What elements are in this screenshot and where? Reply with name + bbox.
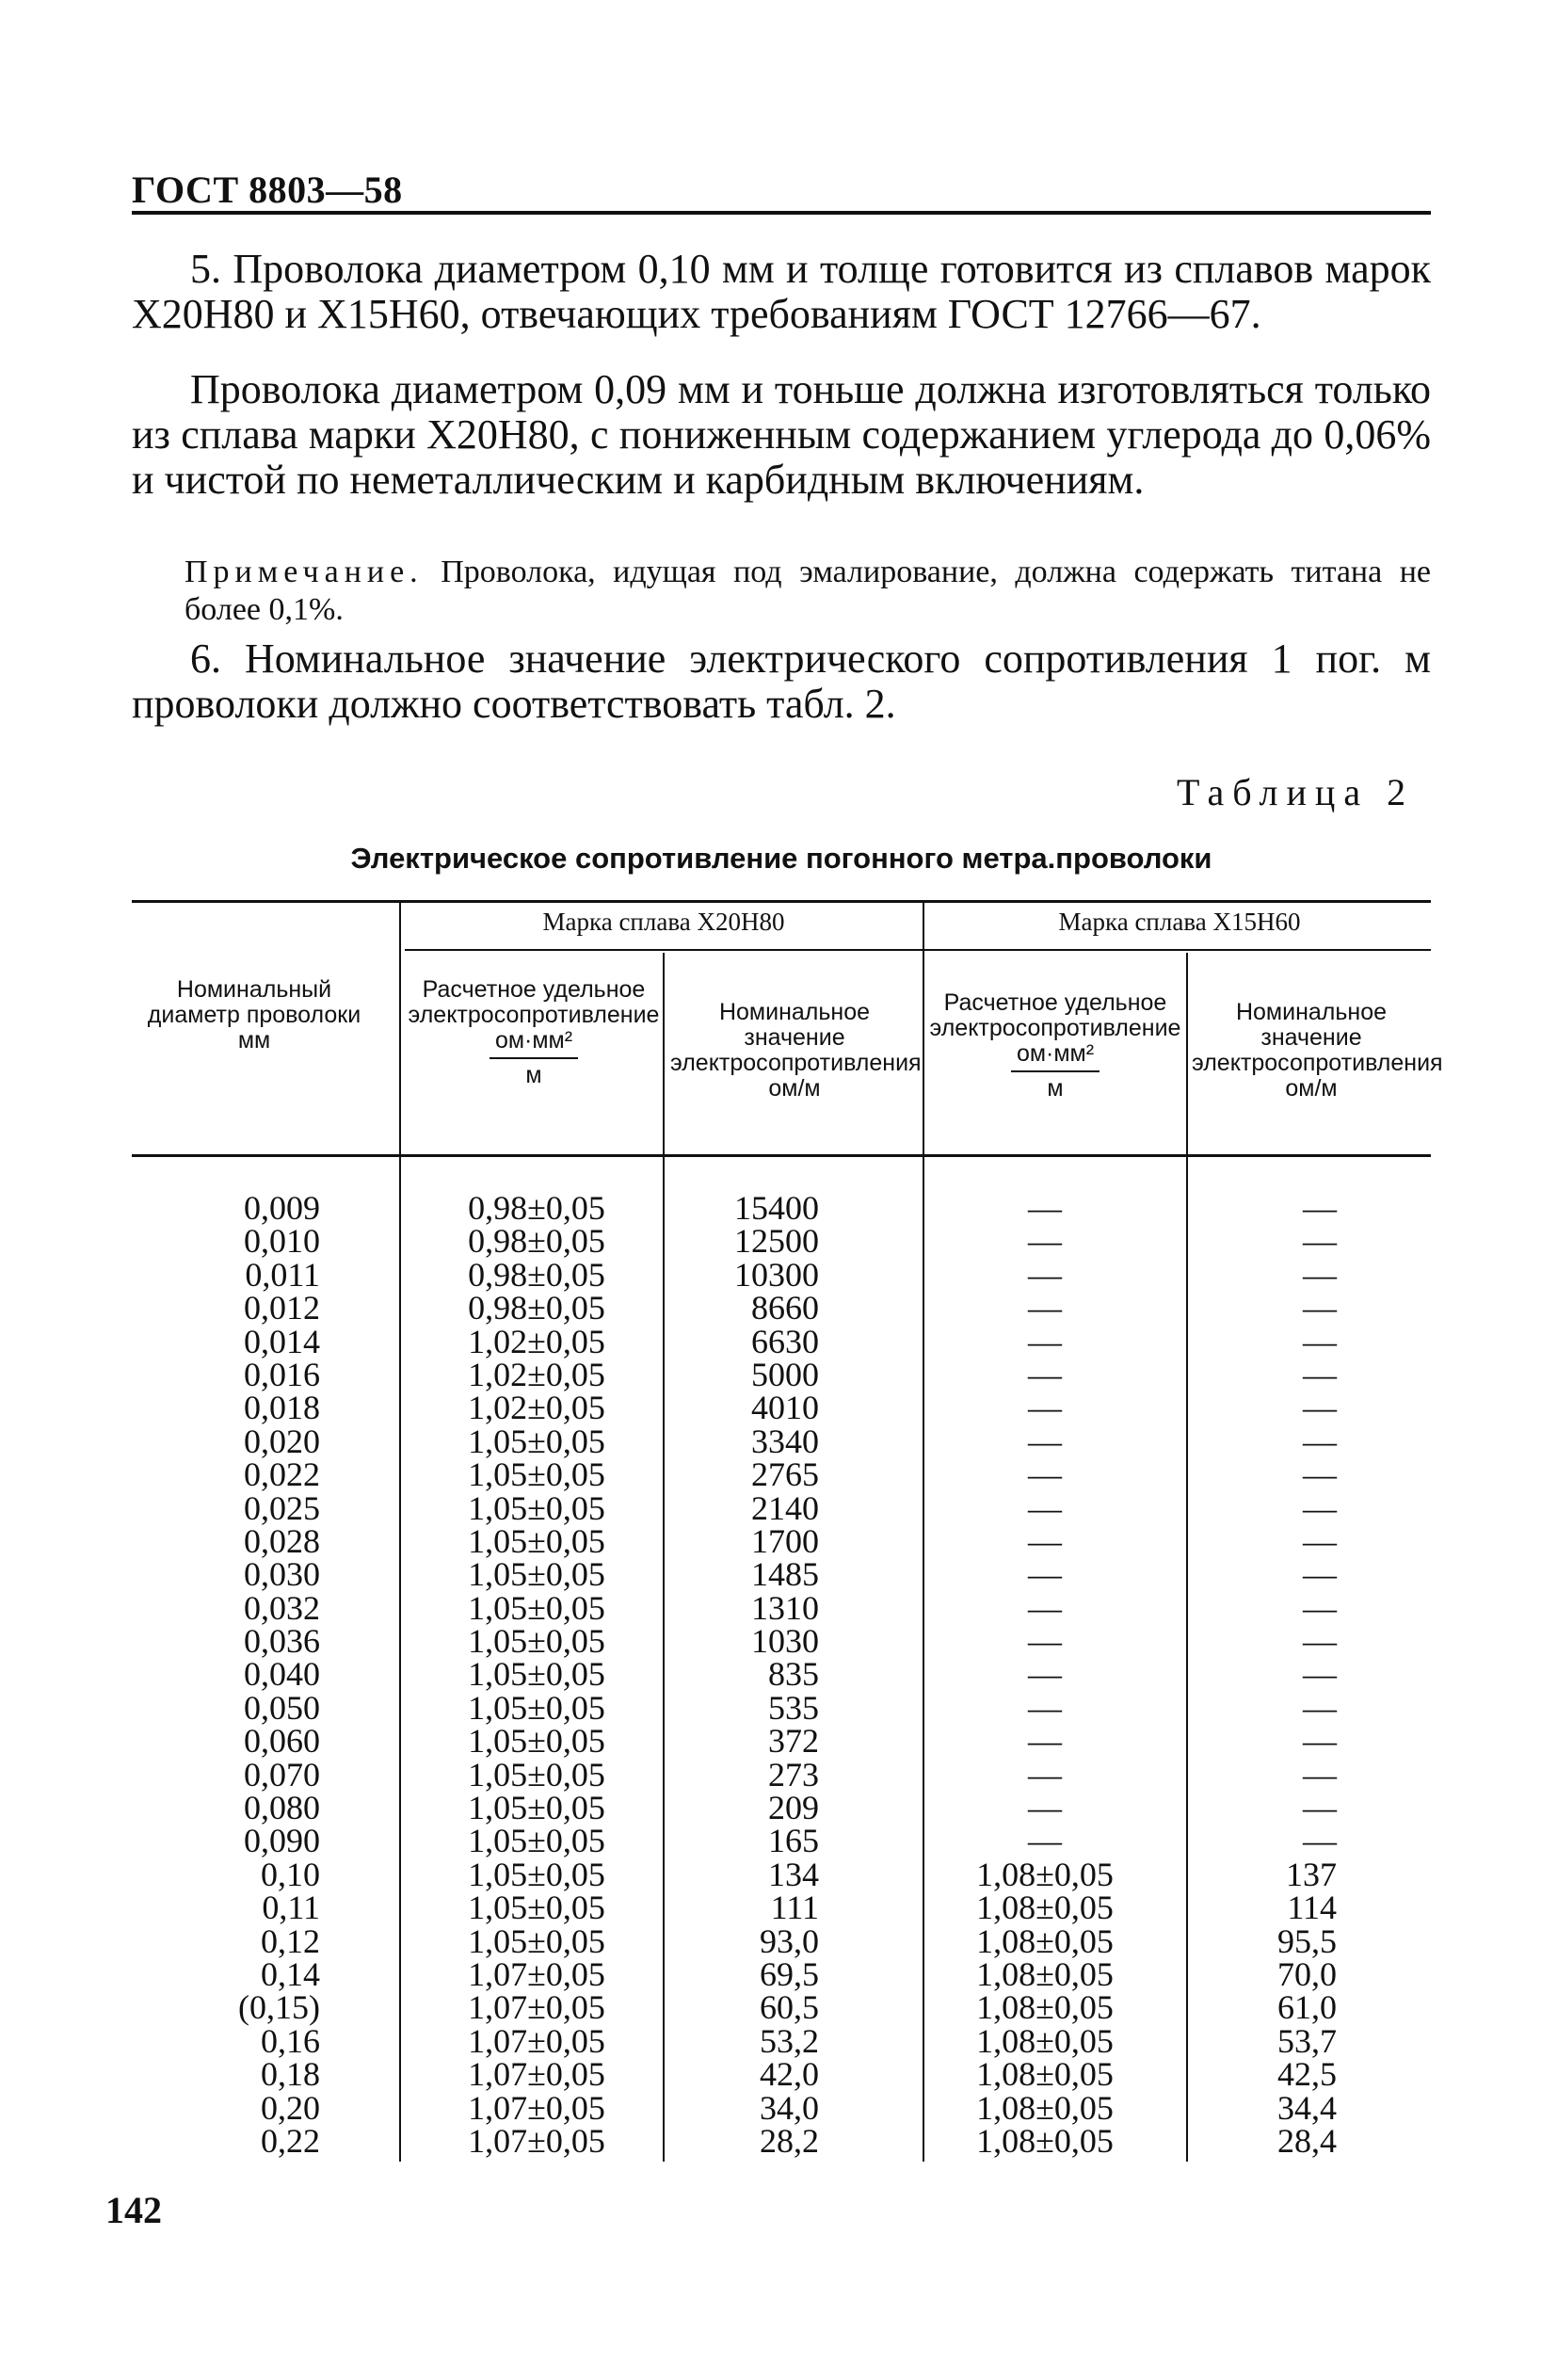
table-cell: — xyxy=(1303,1455,1337,1494)
table-cell: — xyxy=(1028,1588,1062,1627)
table-cell: 0,020 xyxy=(244,1422,320,1460)
table-cell: — xyxy=(1028,1422,1062,1460)
table-cell: — xyxy=(1028,1255,1062,1294)
table-cell: 0,010 xyxy=(244,1222,320,1261)
table-cell: — xyxy=(1028,1789,1062,1827)
table-cell: 34,4 xyxy=(1277,2088,1337,2127)
table-cell: 1,05±0,05 xyxy=(468,1688,605,1727)
table-cell: — xyxy=(1028,1755,1062,1793)
header-resistivity-x20 xyxy=(407,977,661,1088)
table-cell: 1310 xyxy=(751,1588,819,1627)
table-cell: — xyxy=(1028,1355,1062,1393)
table-cell: — xyxy=(1028,1189,1062,1227)
table-cell: — xyxy=(1028,1289,1062,1327)
table-cell: 273 xyxy=(768,1755,819,1793)
table-cell: 0,14 xyxy=(261,1954,320,1993)
table-cell: 0,090 xyxy=(244,1822,320,1860)
table-cell: 1,08±0,05 xyxy=(976,1988,1114,2027)
table-cell: — xyxy=(1303,1688,1337,1727)
table-cell: — xyxy=(1303,1422,1337,1460)
col-divider-4 xyxy=(1186,953,1188,2162)
table-cell: 1,08±0,05 xyxy=(976,2021,1114,2060)
table-cell: 28,2 xyxy=(760,2121,819,2160)
table-cell: 0,014 xyxy=(244,1322,320,1360)
header-rule xyxy=(132,211,1431,215)
table-cell: 1,05±0,05 xyxy=(468,1789,605,1827)
table-cell: 6630 xyxy=(751,1322,819,1360)
table-cell: 1,05±0,05 xyxy=(468,1855,605,1893)
table-cell: 10300 xyxy=(734,1255,819,1294)
table-cell: 111 xyxy=(770,1889,819,1927)
table-label: Таблица 2 xyxy=(1177,771,1415,813)
resistivity-x20-label: Расчетное удельное электросопротивление xyxy=(408,976,660,1028)
table-cell: 1,05±0,05 xyxy=(468,1822,605,1860)
table-cell: 12500 xyxy=(734,1222,819,1261)
table-cell: 1,05±0,05 xyxy=(468,1722,605,1761)
standard-number: ГОСТ 8803—58 xyxy=(132,169,403,211)
table-cell: 1030 xyxy=(751,1622,819,1661)
table-cell: 1485 xyxy=(751,1555,819,1594)
table-cell: 137 xyxy=(1286,1855,1337,1893)
table-cell: 0,032 xyxy=(244,1588,320,1627)
table-cell: 1,05±0,05 xyxy=(468,1622,605,1661)
unit-numerator-x20: ом·мм² xyxy=(494,1027,573,1053)
table-cell: — xyxy=(1303,1289,1337,1327)
table-cell: 0,030 xyxy=(244,1555,320,1594)
unit-fraction-x15 xyxy=(1011,1041,1100,1072)
col-divider-3 xyxy=(923,900,924,2162)
table-cell: 1,07±0,05 xyxy=(468,2021,605,2060)
table-cell: — xyxy=(1028,1389,1062,1427)
table-cell: 0,050 xyxy=(244,1688,320,1727)
table-cell: — xyxy=(1303,1389,1337,1427)
table-cell: 1,02±0,05 xyxy=(468,1389,605,1427)
table-cell: 1,08±0,05 xyxy=(976,2088,1114,2127)
unit-numerator-x15: ом·мм² xyxy=(1016,1040,1095,1067)
table-cell: 93,0 xyxy=(760,1922,819,1960)
paragraph-5 xyxy=(132,247,1431,337)
table-cell: — xyxy=(1028,1688,1062,1727)
note-text: Проволока, идущая под эмалирование, должна содержать титана не более 0,1%. xyxy=(185,555,1431,627)
table-cell: 0,016 xyxy=(244,1355,320,1393)
table-top-rule xyxy=(132,900,1431,903)
table-cell: 53,2 xyxy=(760,2021,819,2060)
table-cell: — xyxy=(1028,1622,1062,1661)
table-cell: 0,98±0,05 xyxy=(468,1222,605,1261)
table-cell: 0,012 xyxy=(244,1289,320,1327)
table-cell: 0,070 xyxy=(244,1755,320,1793)
table-cell: 2140 xyxy=(751,1488,819,1527)
table-cell: — xyxy=(1303,1488,1337,1527)
table-cell: 0,22 xyxy=(261,2121,320,2160)
table-cell: 61,0 xyxy=(1277,1988,1337,2027)
table-cell: 0,011 xyxy=(245,1255,320,1294)
column-resistivity-x15 xyxy=(951,1189,1139,2160)
table-cell: 1,08±0,05 xyxy=(976,1889,1114,1927)
table-cell: 0,022 xyxy=(244,1455,320,1494)
table-cell: — xyxy=(1303,1789,1337,1827)
table-cell: 4010 xyxy=(751,1389,819,1427)
table-cell: 0,025 xyxy=(244,1488,320,1527)
unit-denominator-x20: м xyxy=(525,1062,542,1088)
table-cell: 1,05±0,05 xyxy=(468,1455,605,1494)
column-resistivity-x20 xyxy=(442,1189,631,2160)
table-cell: 0,98±0,05 xyxy=(468,1189,605,1227)
resistivity-x15-label: Расчетное удельное электросопротивление xyxy=(929,989,1181,1041)
table-cell: (0,15) xyxy=(238,1988,320,2027)
table-cell: 1,05±0,05 xyxy=(468,1889,605,1927)
grade-divider-rule xyxy=(405,949,1431,951)
table-cell: — xyxy=(1028,1222,1062,1261)
table-cell: 42,5 xyxy=(1277,2055,1337,2094)
table-cell: 0,060 xyxy=(244,1722,320,1761)
table-cell: — xyxy=(1303,1189,1337,1227)
table-cell: — xyxy=(1028,1521,1062,1560)
table-cell: 209 xyxy=(768,1789,819,1827)
table-cell: 1,05±0,05 xyxy=(468,1588,605,1627)
table-cell: 535 xyxy=(768,1688,819,1727)
table-cell: — xyxy=(1303,1722,1337,1761)
table-cell: — xyxy=(1303,1322,1337,1360)
col-divider-1 xyxy=(399,900,401,2162)
paragraph-6-text: 6. Номинальное значение электрического сопротивления 1 пог. м проволоки должно соответствовать табл. 2. xyxy=(132,635,1431,727)
table-cell: 1,08±0,05 xyxy=(976,1855,1114,1893)
table-cell: 34,0 xyxy=(760,2088,819,2127)
table-cell: 70,0 xyxy=(1277,1954,1337,1993)
header-resistivity-x15 xyxy=(928,990,1182,1102)
table-cell: 95,5 xyxy=(1277,1922,1337,1960)
paragraph-5-continuation xyxy=(132,367,1431,503)
table-cell: 1,05±0,05 xyxy=(468,1922,605,1960)
table-cell: 1,08±0,05 xyxy=(976,2121,1114,2160)
table-cell: 0,080 xyxy=(244,1789,320,1827)
table-cell: — xyxy=(1303,1222,1337,1261)
table-cell: — xyxy=(1303,1355,1337,1393)
table-cell: 114 xyxy=(1287,1889,1337,1927)
table-cell: 3340 xyxy=(751,1422,819,1460)
table-cell: — xyxy=(1028,1488,1062,1527)
table-cell: 5000 xyxy=(751,1355,819,1393)
unit-denominator-x15: м xyxy=(1047,1075,1064,1102)
paragraph-6 xyxy=(132,636,1431,727)
table-cell: — xyxy=(1028,1322,1062,1360)
table-cell: 1,07±0,05 xyxy=(468,2088,605,2127)
header-bottom-rule xyxy=(132,1154,1431,1157)
table-cell: 0,98±0,05 xyxy=(468,1289,605,1327)
table-cell: — xyxy=(1028,1655,1062,1694)
table-cell: 1,05±0,05 xyxy=(468,1422,605,1460)
table-cell: 1,05±0,05 xyxy=(468,1488,605,1527)
table-cell: 0,036 xyxy=(244,1622,320,1661)
table-cell: 0,18 xyxy=(261,2055,320,2094)
paragraph-5-text: 5. Проволока диаметром 0,10 мм и толще готовится из сплавов марок Х20Н80 и Х15Н60, отвечающих требованиям ГОСТ 12766—67. xyxy=(132,246,1431,337)
table-cell: — xyxy=(1303,1755,1337,1793)
header-grade-x15: Марка сплава Х15Н60 xyxy=(1058,908,1301,936)
table-cell: 1,07±0,05 xyxy=(468,1954,605,1993)
table-cell: 0,11 xyxy=(262,1889,320,1927)
table-cell: 1700 xyxy=(751,1521,819,1560)
table-cell: 0,20 xyxy=(261,2088,320,2127)
table-cell: 165 xyxy=(768,1822,819,1860)
column-nominal-x20 xyxy=(631,1189,819,2160)
table-cell: 835 xyxy=(768,1655,819,1694)
table-cell: 0,040 xyxy=(244,1655,320,1694)
table-cell: 1,05±0,05 xyxy=(468,1755,605,1793)
table-cell: 60,5 xyxy=(760,1988,819,2027)
table-cell: 1,08±0,05 xyxy=(976,1922,1114,1960)
header-nominal-x20: Номинальное значение электросопротивления ом/м xyxy=(670,999,922,1102)
table-cell: 1,02±0,05 xyxy=(468,1355,605,1393)
table-cell: 1,07±0,05 xyxy=(468,1988,605,2027)
note-label: Примечание. xyxy=(185,555,424,589)
note xyxy=(185,554,1431,629)
table-cell: 0,018 xyxy=(244,1389,320,1427)
table-cell: — xyxy=(1303,1588,1337,1627)
table-cell: 1,02±0,05 xyxy=(468,1322,605,1360)
table-cell: — xyxy=(1028,1822,1062,1860)
table-cell: 0,028 xyxy=(244,1521,320,1560)
table-cell: 0,16 xyxy=(261,2021,320,2060)
table-cell: — xyxy=(1028,1555,1062,1594)
table-cell: 372 xyxy=(768,1722,819,1761)
table-cell: — xyxy=(1028,1722,1062,1761)
unit-fraction-x20 xyxy=(490,1028,578,1059)
table-cell: — xyxy=(1303,1822,1337,1860)
header-nominal-x15: Номинальное значение электросопротивления ом/м xyxy=(1192,999,1443,1102)
table-cell: 1,05±0,05 xyxy=(468,1655,605,1694)
column-diameter xyxy=(132,1189,320,2160)
table-cell: 15400 xyxy=(734,1189,819,1227)
paragraph-5b-text: Проволока диаметром 0,09 мм и тоньше должна изготовляться только из сплава марки Х20Н80, с пониженным содержанием углерода до 0,06% и чистой по неметаллическим и карбидным включениям. xyxy=(132,366,1431,503)
table-cell: — xyxy=(1303,1655,1337,1694)
table-cell: 28,4 xyxy=(1277,2121,1337,2160)
table-cell: — xyxy=(1028,1455,1062,1494)
header-diameter: Номинальный диаметр проволоки мм xyxy=(147,976,361,1053)
table-cell: 0,98±0,05 xyxy=(468,1255,605,1294)
page-number: 142 xyxy=(105,2189,162,2231)
table-cell: — xyxy=(1303,1622,1337,1661)
table-cell: 8660 xyxy=(751,1289,819,1327)
table-cell: 1,05±0,05 xyxy=(468,1521,605,1560)
table-cell: — xyxy=(1303,1521,1337,1560)
table-cell: 1,05±0,05 xyxy=(468,1555,605,1594)
table-cell: 53,7 xyxy=(1277,2021,1337,2060)
header-grade-x20: Марка сплава Х20Н80 xyxy=(542,908,785,936)
table-cell: 0,12 xyxy=(261,1922,320,1960)
table-cell: 1,07±0,05 xyxy=(468,2055,605,2094)
table-cell: 1,08±0,05 xyxy=(976,2055,1114,2094)
table-cell: 2765 xyxy=(751,1455,819,1494)
table-cell: 0,10 xyxy=(261,1855,320,1893)
table-cell: 42,0 xyxy=(760,2055,819,2094)
column-nominal-x15 xyxy=(1224,1189,1337,2160)
table-cell: 134 xyxy=(768,1855,819,1893)
table-cell: 1,08±0,05 xyxy=(976,1954,1114,1993)
page-header xyxy=(132,168,1431,212)
table-cell: — xyxy=(1303,1555,1337,1594)
table-cell: 1,07±0,05 xyxy=(468,2121,605,2160)
table-cell: 0,009 xyxy=(244,1189,320,1227)
table-cell: — xyxy=(1303,1255,1337,1294)
table-cell: 69,5 xyxy=(760,1954,819,1993)
resistance-table xyxy=(132,900,1443,2162)
table-caption: Электрическое сопротивление погонного метра.проволоки xyxy=(350,842,1212,875)
